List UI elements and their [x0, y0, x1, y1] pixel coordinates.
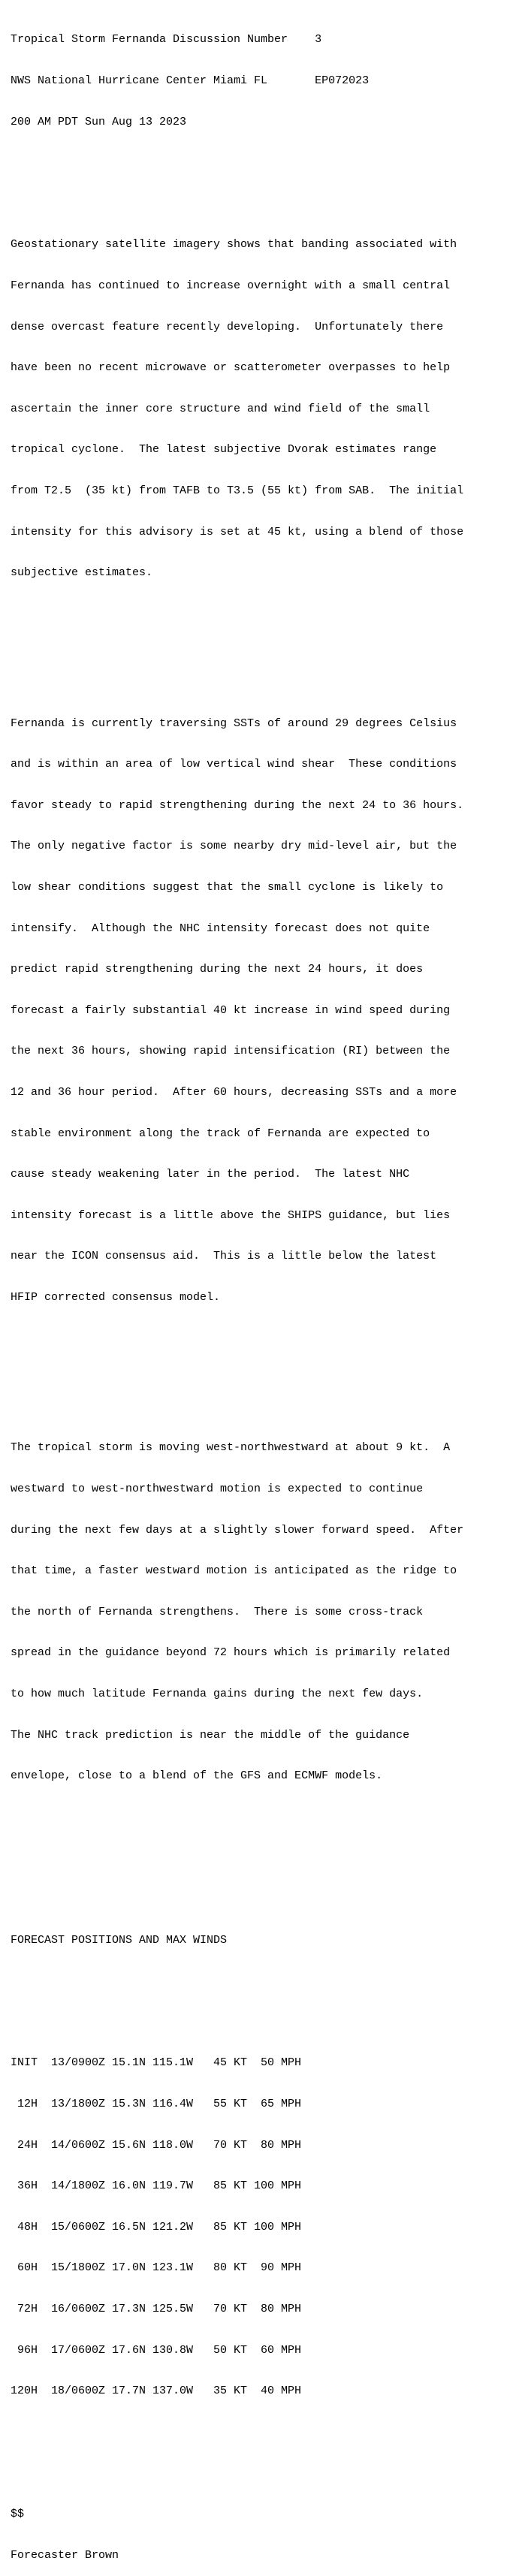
paragraph-line: ascertain the inner core structure and wind field of the small [11, 402, 430, 415]
blank-line [11, 1974, 513, 1988]
paragraph-line: forecast a fairly substantial 40 kt increase in wind speed during [11, 1003, 451, 1017]
paragraph-line: low shear conditions suggest that the small cyclone is likely to [11, 880, 444, 894]
end-marker: $$ [11, 2508, 25, 2521]
paragraph-line: spread in the guidance beyond 72 hours which is primarily related [11, 1646, 451, 1660]
paragraph-line: near the ICON consensus aid. This is a little below the latest [11, 1250, 437, 1263]
forecast-row: 60H 15/1800Z 17.0N 123.1W 80 KT 90 MPH [11, 2261, 302, 2275]
blank-line [11, 156, 513, 170]
blank-line [11, 635, 513, 648]
blank-line [11, 1879, 513, 1893]
issue-time-line: 200 AM PDT Sun Aug 13 2023 [11, 115, 187, 128]
paragraph-line: stable environment along the track of Fernanda are expected to [11, 1127, 430, 1140]
paragraph-line: Fernanda has continued to increase overnight with a small central [11, 279, 451, 293]
paragraph-line: subjective estimates. [11, 566, 153, 580]
paragraph-line: and is within an area of low vertical wind shear These conditions [11, 758, 457, 771]
paragraph-line: during the next few days at a slightly slower forward speed. After [11, 1523, 464, 1537]
forecast-table [11, 2029, 513, 2426]
paragraph-line: Fernanda is currently traversing SSTs of around 29 degrees Celsius [11, 716, 457, 730]
paragraph-line: envelope, close to a blend of the GFS and ECMWF models. [11, 1769, 383, 1783]
forecast-row: 120H 18/0600Z 17.7N 137.0W 35 KT 40 MPH [11, 2384, 302, 2398]
paragraph-line: the next 36 hours, showing rapid intensification (RI) between the [11, 1045, 451, 1058]
forecast-row: 36H 14/1800Z 16.0N 119.7W 85 KT 100 MPH [11, 2179, 302, 2193]
paragraph-line: predict rapid strengthening during the next 24 hours, it does [11, 963, 424, 976]
forecast-row: INIT 13/0900Z 15.1N 115.1W 45 KT 50 MPH [11, 2056, 302, 2070]
forecast-row: 12H 13/1800Z 15.3N 116.4W 55 KT 65 MPH [11, 2097, 302, 2110]
paragraph-line: to how much latitude Fernanda gains during the next few days. [11, 1687, 424, 1700]
title-line: Tropical Storm Fernanda Discussion Number 3 [11, 33, 322, 47]
office-line: NWS National Hurricane Center Miami FL EP072023 [11, 74, 370, 88]
paragraph-line: HFIP corrected consensus model. [11, 1291, 221, 1305]
blank-line [11, 1359, 513, 1373]
paragraph-line: 12 and 36 hour period. After 60 hours, decreasing SSTs and a more [11, 1086, 457, 1099]
forecast-row: 24H 14/0600Z 15.6N 118.0W 70 KT 80 MPH [11, 2138, 302, 2152]
forecaster-signature: Forecaster Brown [11, 2548, 119, 2562]
blank-line [11, 1838, 513, 1851]
paragraph-line: favor steady to rapid strengthening during the next 24 to 36 hours. [11, 798, 464, 812]
paragraph-line: the north of Fernanda strengthens. There is some cross-track [11, 1605, 424, 1618]
forecast-row: 48H 15/0600Z 16.5N 121.2W 85 KT 100 MPH [11, 2220, 302, 2234]
paragraph-line: dense overcast feature recently developing. Unfortunately there [11, 320, 444, 333]
forecast-row: 72H 16/0600Z 17.3N 125.5W 70 KT 80 MPH [11, 2303, 302, 2316]
paragraph-line: The NHC track prediction is near the middle of the guidance [11, 1728, 410, 1742]
paragraph-line: that time, a faster westward motion is anticipated as the ridge to [11, 1564, 457, 1578]
forecast-heading: FORECAST POSITIONS AND MAX WINDS [11, 1933, 228, 1947]
paragraph-line: westward to west-northwestward motion is expected to continue [11, 1482, 424, 1495]
paragraph-line: intensity for this advisory is set at 45 kt, using a blend of those [11, 525, 464, 538]
paragraph-line: have been no recent microwave or scatterometer overpasses to help [11, 361, 451, 375]
paragraph-track [11, 1414, 513, 1811]
paragraph-line: Geostationary satellite imagery shows that banding associated with [11, 238, 457, 252]
paragraph-line: intensify. Although the NHC intensity forecast does not quite [11, 922, 430, 935]
paragraph-satellite [11, 211, 513, 608]
paragraph-line: from T2.5 (35 kt) from TAFB to T3.5 (55 kt) from SAB. The initial [11, 484, 464, 498]
paragraph-line: The only negative factor is some nearby dry mid-level air, but the [11, 840, 457, 853]
paragraph-line: cause steady weakening later in the period. The latest NHC [11, 1168, 410, 1181]
paragraph-line: intensity forecast is a little above the SHIPS guidance, but lies [11, 1208, 451, 1222]
blank-line [11, 2453, 513, 2466]
forecast-row: 96H 17/0600Z 17.6N 130.8W 50 KT 60 MPH [11, 2343, 302, 2357]
paragraph-line: tropical cyclone. The latest subjective Dvorak estimates range [11, 443, 437, 457]
paragraph-intensity [11, 689, 513, 1332]
paragraph-line: The tropical storm is moving west-northwestward at about 9 kt. A [11, 1441, 451, 1455]
